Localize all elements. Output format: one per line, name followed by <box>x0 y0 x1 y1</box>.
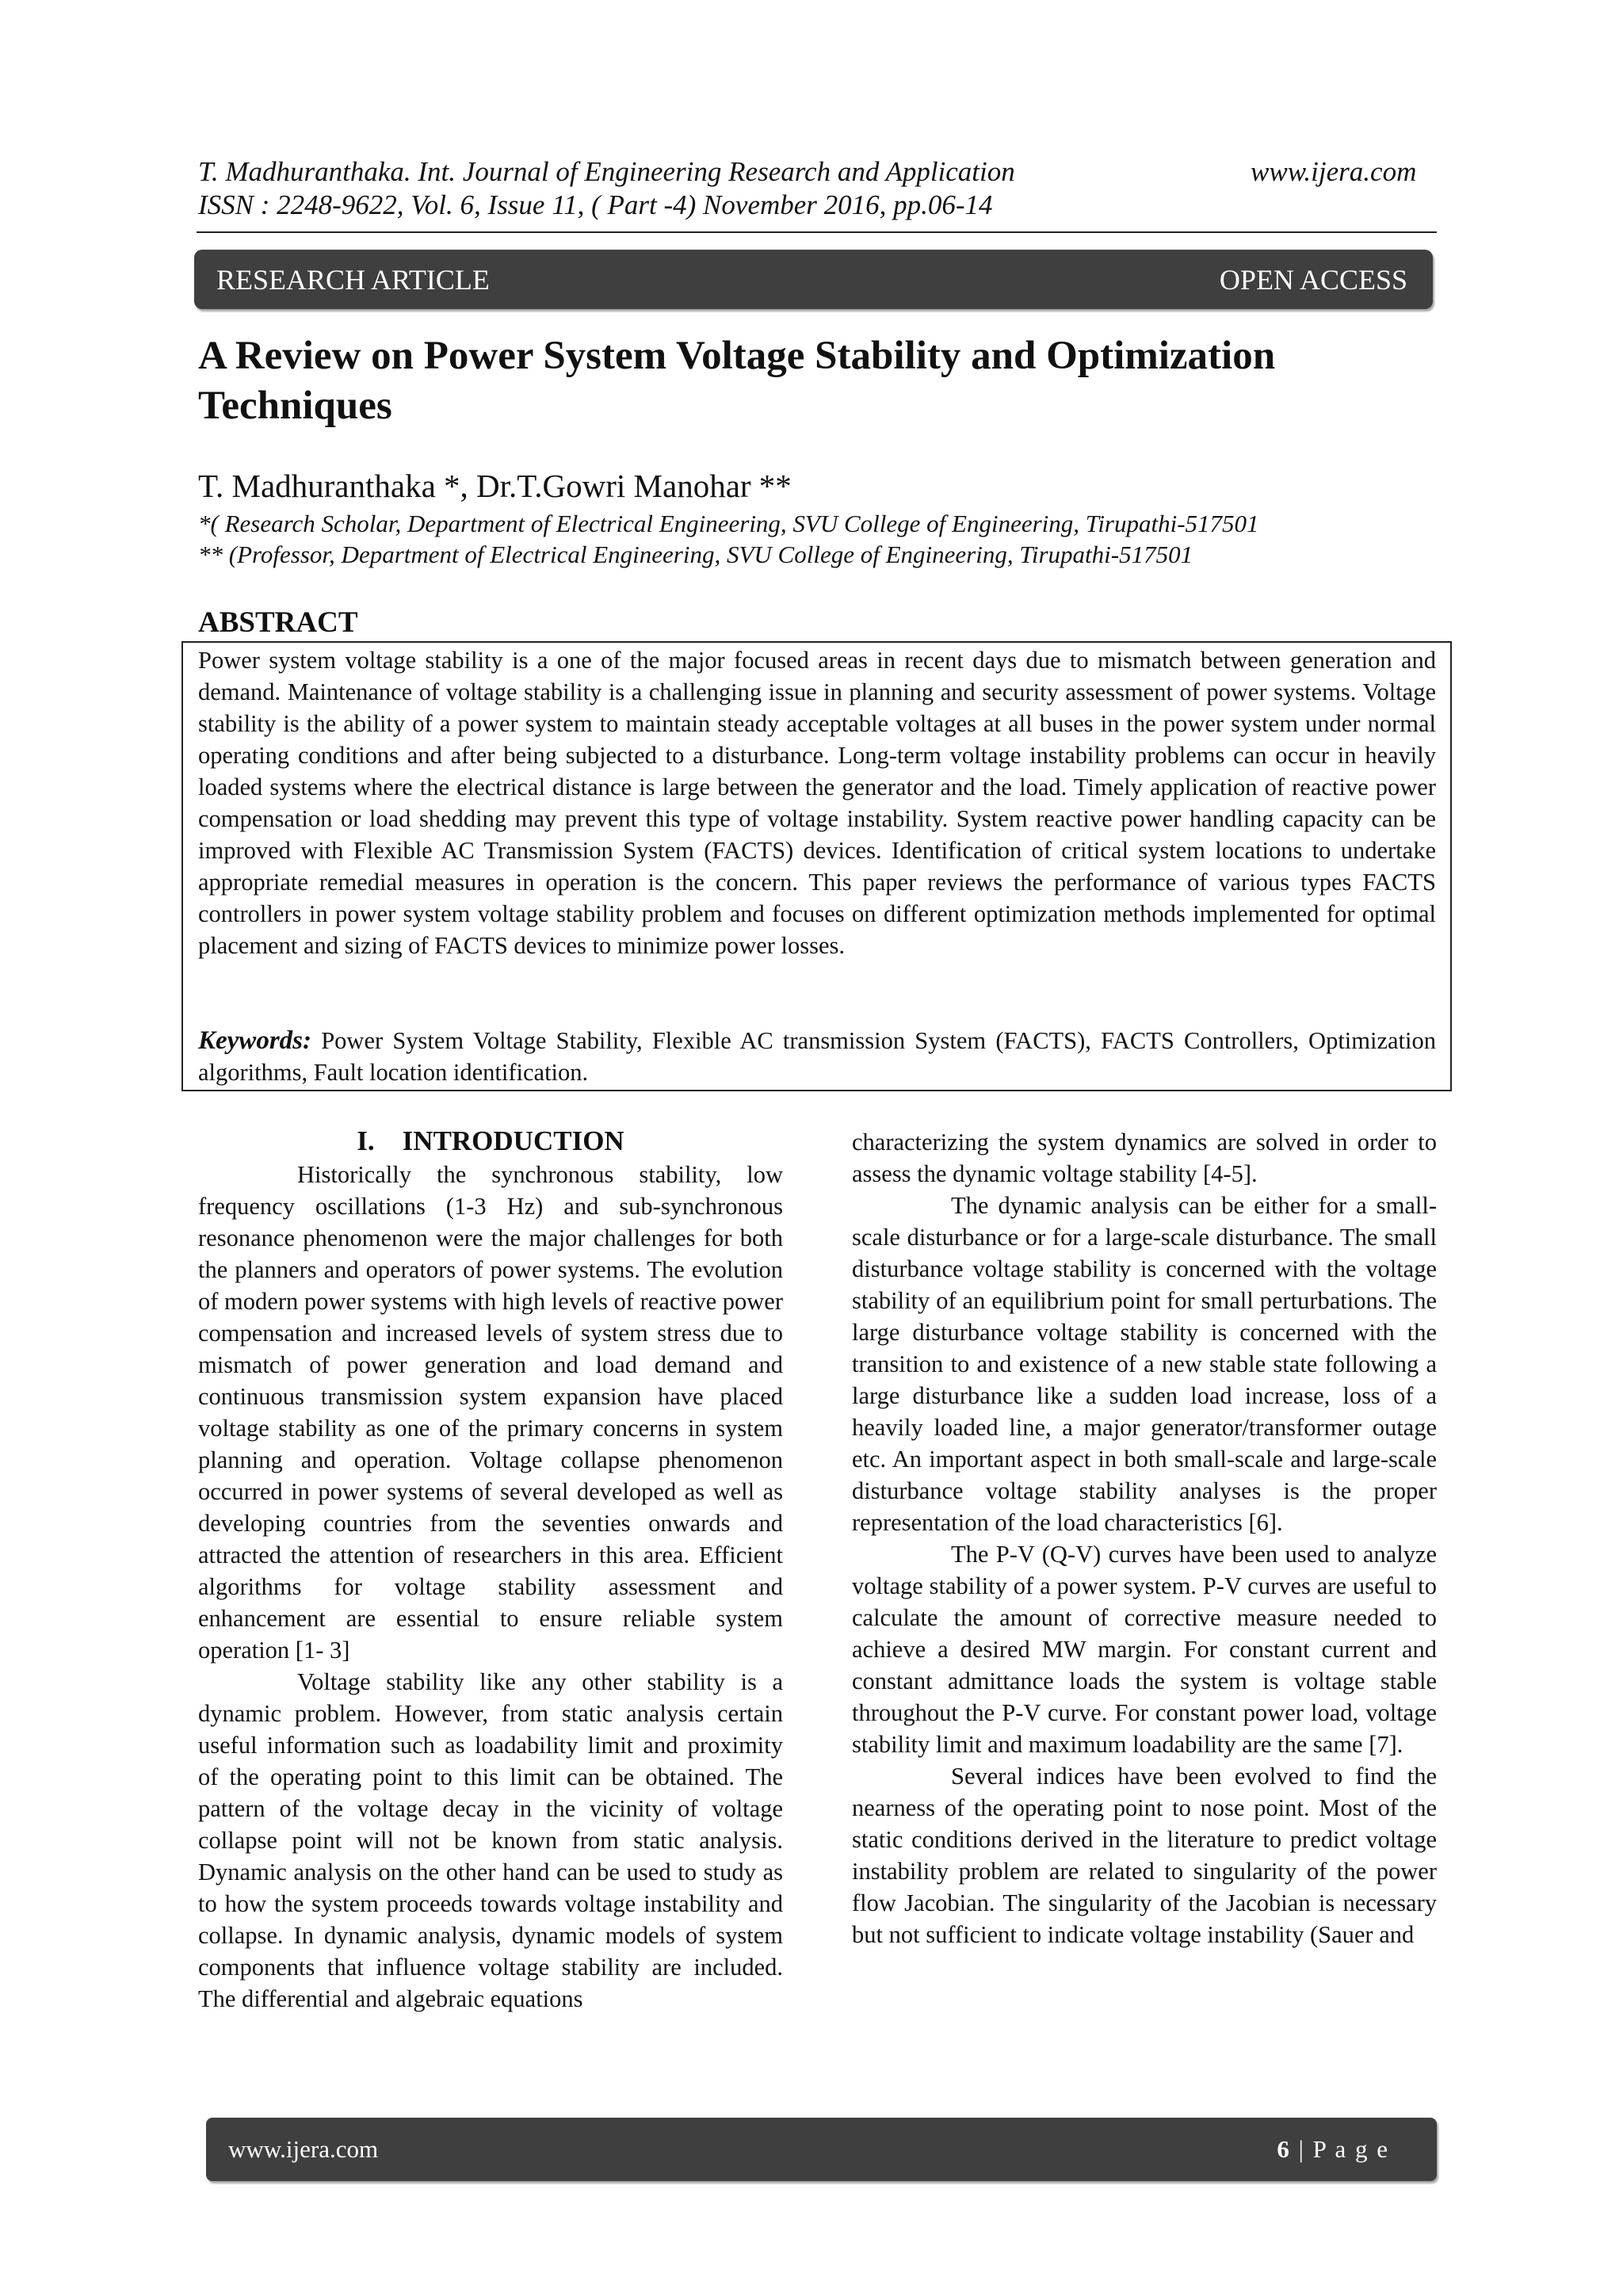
intro-paragraph-2: Voltage stability like any other stability is a dynamic problem. However, from static analysis certain useful information such as loadability limit and proximity of the operating point to this limit can be obtained. The pattern of the voltage decay in the vicinity of voltage collapse point will not be known from static analysis. Dynamic analysis on the other hand can be used to study as to how the system proceeds towards voltage instability and collapse. In dynamic analysis, dynamic models of system components that influence voltage stability are included. The differential and algebraic equations <box>198 1668 783 2012</box>
research-article-label: RESEARCH ARTICLE <box>216 263 490 296</box>
journal-line: T. Madhuranthaka. Int. Journal of Engineering Research and Application <box>198 156 1015 187</box>
page-number: 6 <box>1277 2135 1291 2163</box>
article-type-banner <box>194 250 1433 309</box>
right-column <box>852 1126 1437 1950</box>
open-access-label: OPEN ACCESS <box>1219 263 1407 296</box>
keywords-text: Power System Voltage Stability, Flexible AC transmission System (FACTS), FACTS Controllers, Optimization algorithms, Fault location identification. <box>198 1027 1436 1086</box>
keywords <box>198 1025 1436 1088</box>
footer-website: www.ijera.com <box>228 2135 379 2163</box>
header-website: www.ijera.com <box>1251 156 1417 187</box>
page-label: | P a g e <box>1298 2135 1389 2163</box>
intro-paragraph-1: Historically the synchronous stability, low frequency oscillations (1-3 Hz) and sub-synchronous resonance phenomenon were the major challenges for both the planners and operators of power systems. The evolution of modern power systems with high levels of reactive power compensation and increased levels of system stress due to mismatch of power generation and load demand and continuous transmission system expansion have placed voltage stability as one of the primary concerns in system planning and operation. Voltage collapse phenomenon occurred in power systems of several developed as well as developing countries from the seventies onwards and attracted the attention of researchers in this area. Efficient algorithms for voltage stability assessment and enhancement are essential to ensure reliable system operation [1- 3] <box>198 1161 783 1664</box>
introduction-heading: I. INTRODUCTION <box>357 1125 624 1156</box>
keywords-label: Keywords: <box>198 1026 311 1055</box>
page-indicator <box>1277 2135 1389 2164</box>
affiliation-2: ** (Professor, Department of Electrical Engineering, SVU College of Engineering, Tirupathi-517501 <box>198 541 1193 568</box>
intro-continuation: characterizing the system dynamics are solved in order to assess the dynamic voltage stability [4-5]. <box>852 1129 1437 1187</box>
header-rule <box>197 231 1437 233</box>
authors: T. Madhuranthaka *, Dr.T.Gowri Manohar ** <box>198 468 792 504</box>
page-footer <box>206 2118 1437 2181</box>
affiliation-1: *( Research Scholar, Department of Electrical Engineering, SVU College of Engineering, Tirupathi-517501 <box>198 510 1259 537</box>
intro-paragraph-5: Several indices have been evolved to find the nearness of the operating point to nose point. Most of the static conditions derived in the literature to predict voltage instability problem are related to singularity of the power flow Jacobian. The singularity of the Jacobian is necessary but not sufficient to indicate voltage instability (Sauer and <box>852 1763 1437 1948</box>
abstract-heading: ABSTRACT <box>198 606 358 639</box>
left-column <box>198 1159 783 2015</box>
intro-paragraph-3: The dynamic analysis can be either for a small-scale disturbance or for a large-scale disturbance. The small disturbance voltage stability is concerned with the voltage stability of an equilibrium point for small perturbations. The large disturbance voltage stability is concerned with the transition to and existence of a new stable state following a large disturbance like a sudden load increase, loss of a heavily loaded line, a major generator/transformer outage etc. An important aspect in both small-scale and large-scale disturbance voltage stability analyses is the proper representation of the load characteristics [6]. <box>852 1192 1437 1536</box>
abstract-text: Power system voltage stability is a one of the major focused areas in recent days due to mismatch between generation and demand. Maintenance of voltage stability is a challenging issue in planning and security assessment of power systems. Voltage stability is the ability of a power system to maintain steady acceptable voltages at all buses in the power system under normal operating conditions and after being subjected to a disturbance. Long-term voltage instability problems can occur in heavily loaded systems where the electrical distance is large between the generator and the load. Timely application of reactive power compensation or load shedding may prevent this type of voltage instability. System reactive power handling capacity can be improved with Flexible AC Transmission System (FACTS) devices. Identification of critical system locations to undertake appropriate remedial measures in operation is the concern. This paper reviews the performance of various types FACTS controllers in power system voltage stability problem and focuses on different optimization methods implemented for optimal placement and sizing of FACTS devices to minimize power losses. <box>198 647 1436 959</box>
issue-line: ISSN : 2248-9622, Vol. 6, Issue 11, ( Part -4) November 2016, pp.06-14 <box>198 189 993 220</box>
paper-title: A Review on Power System Voltage Stability and Optimization Techniques <box>198 334 1276 428</box>
intro-paragraph-4: The P-V (Q-V) curves have been used to analyze voltage stability of a power system. P-V curves are useful to calculate the amount of corrective measure needed to achieve a desired MW margin. For constant current and constant admittance loads the system is voltage stable throughout the P-V curve. For constant power load, voltage stability limit and maximum loadability are the same [7]. <box>852 1541 1437 1758</box>
